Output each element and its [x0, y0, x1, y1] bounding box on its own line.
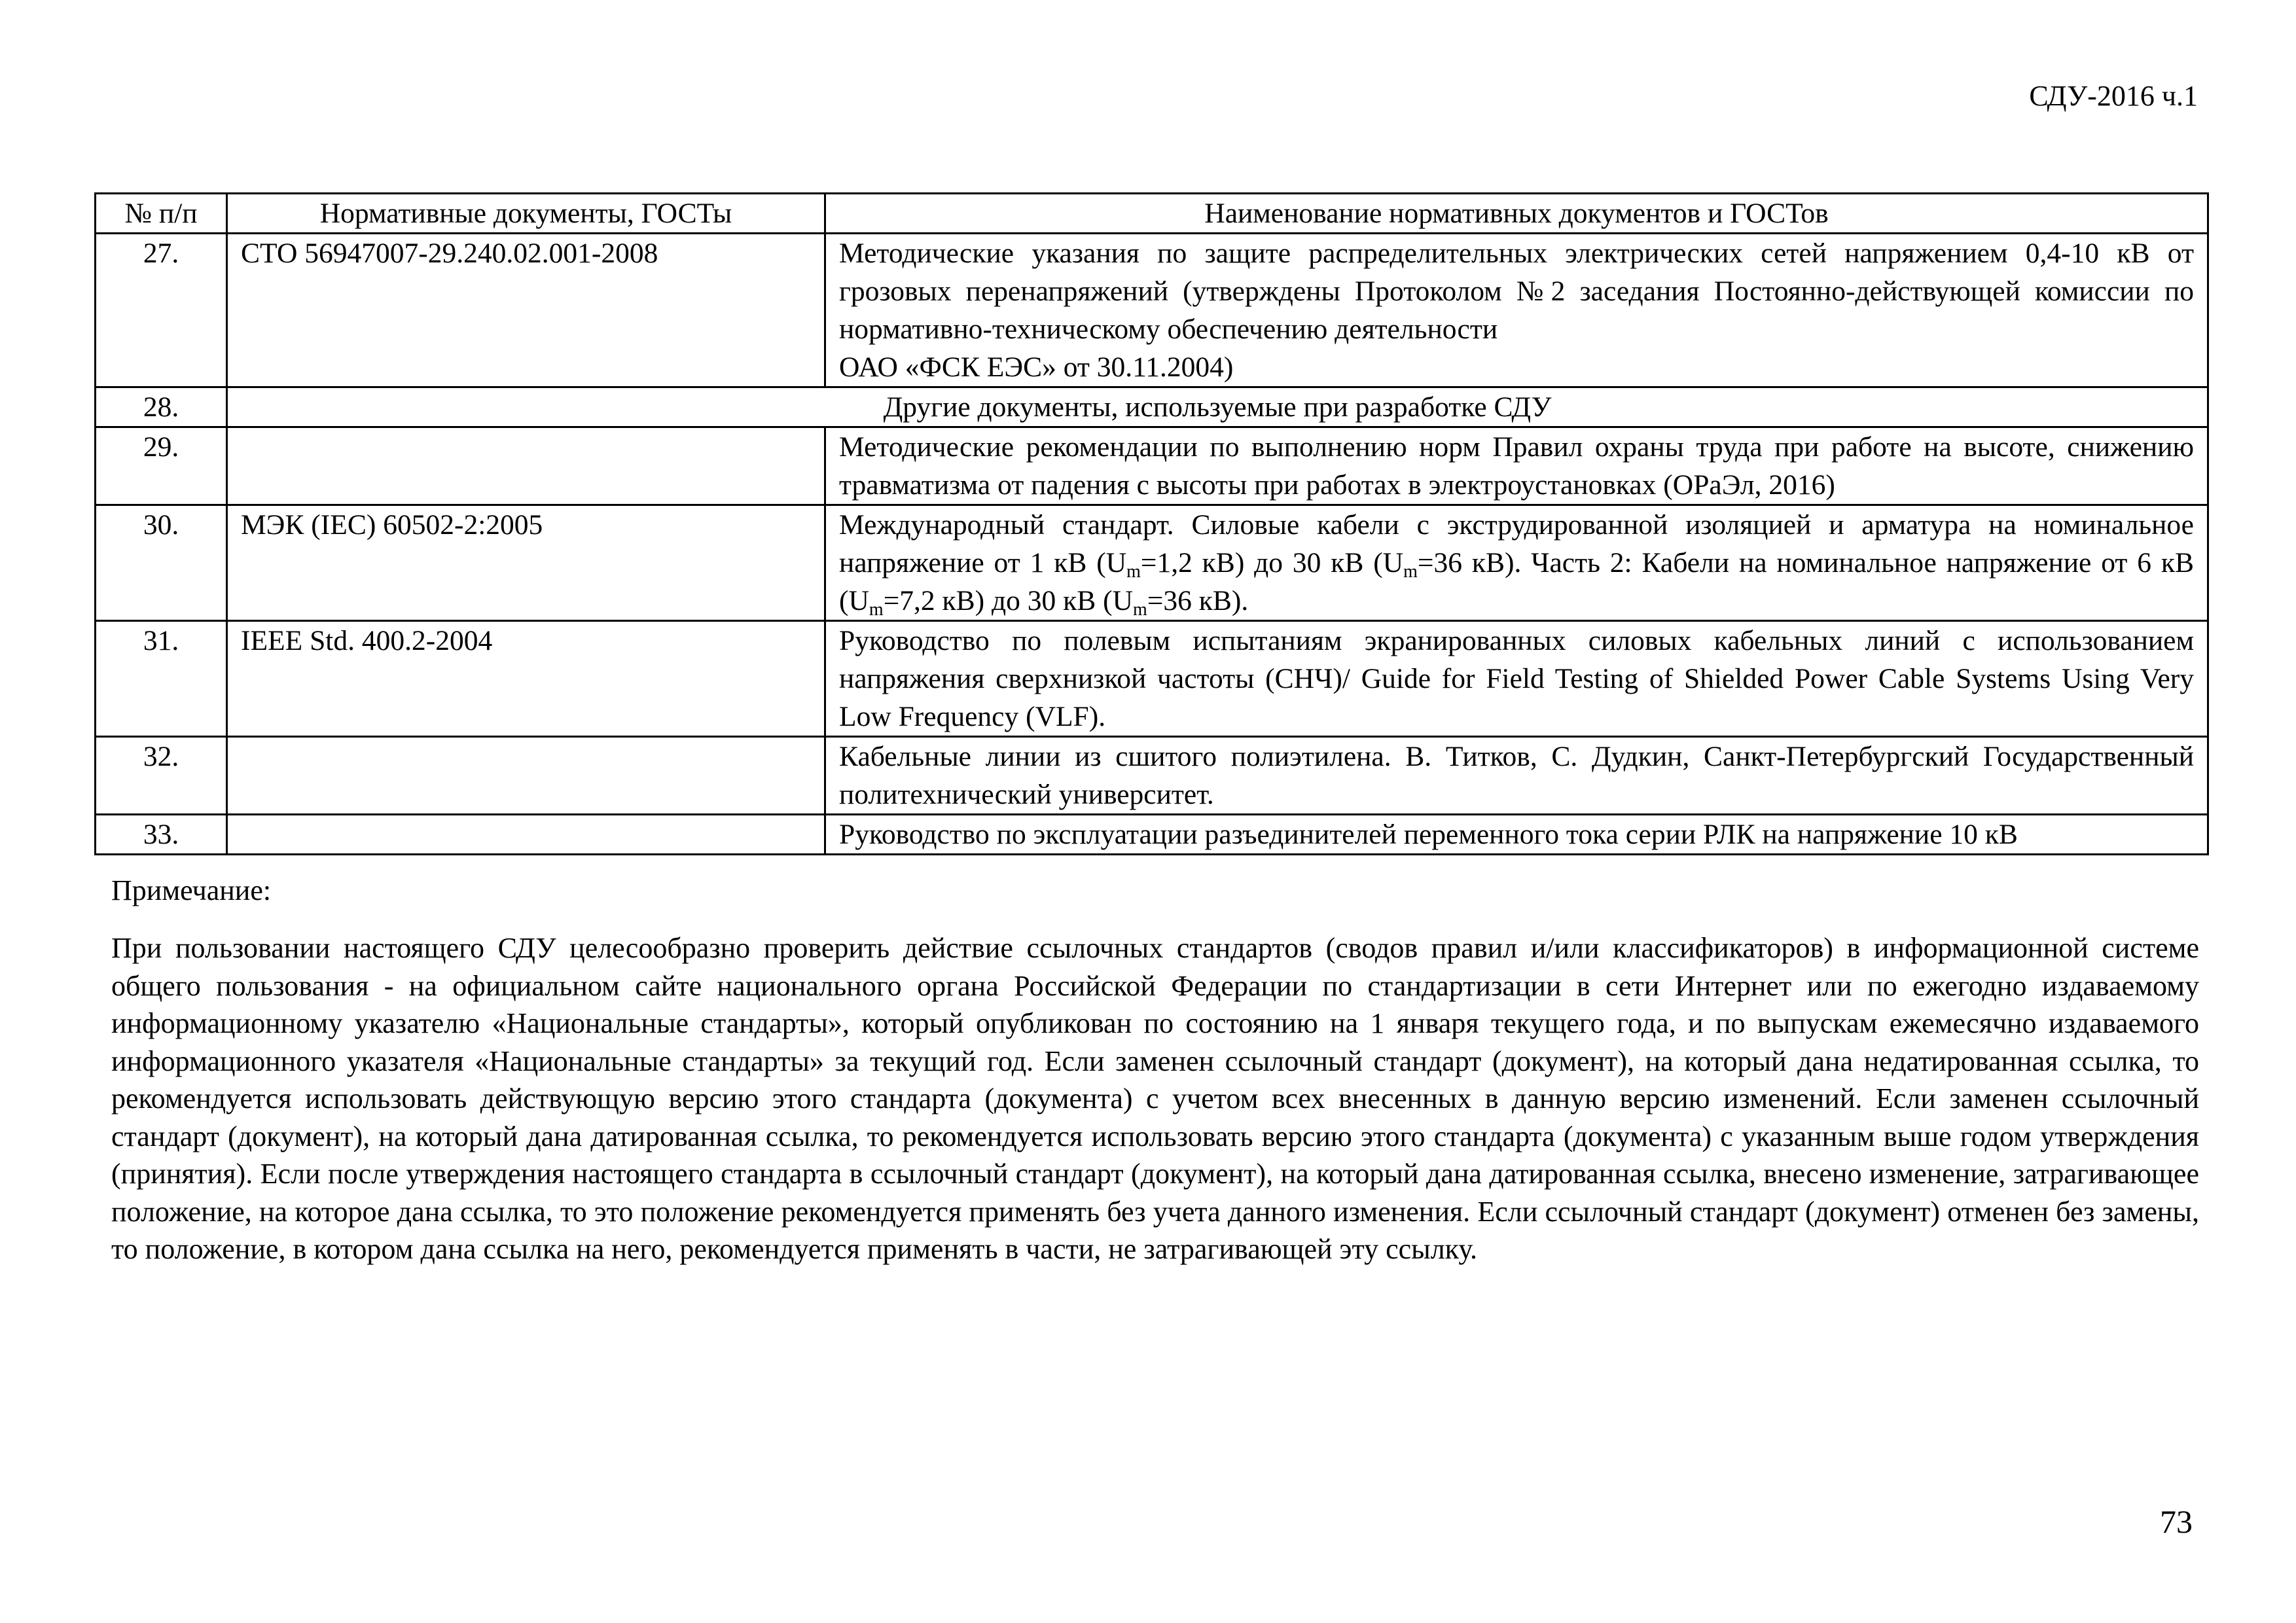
subscript: m [1133, 599, 1147, 620]
document-name-part: =7,2 кВ) до 30 кВ (U [883, 585, 1134, 616]
document-name-part: =36 кВ). [1147, 585, 1249, 616]
document-code [227, 815, 825, 855]
document-name-part: =1,2 кВ) до 30 кВ (U [1140, 547, 1404, 579]
table-section-row [96, 387, 2208, 427]
document-name: Методические рекомендации по выполнению норм Правил охраны труда при работе на высоте, снижению травматизма от падения с высоты при работах в электроустановках (ОРаЭл, 2016) [825, 427, 2208, 505]
table-row [96, 427, 2208, 505]
table-row [96, 815, 2208, 855]
subscript: m [1126, 562, 1141, 582]
document-code [227, 427, 825, 505]
document-name: Руководство по полевым испытаниям экранированных силовых кабельных линий с использованием напряжения сверхнизкой частоты (СНЧ)/ Guide for Field Testing of Shielded Power Cable Systems Using Very Low Frequency (VLF). [825, 621, 2208, 737]
document-name-text-line2: ОАО «ФСК ЕЭС» от 30.11.2004) [839, 351, 1234, 383]
row-number: 32. [96, 737, 227, 815]
document-name [825, 505, 2208, 621]
subscript: m [869, 599, 884, 620]
row-number: 27. [96, 234, 227, 387]
normative-documents-table [94, 192, 2209, 855]
row-number: 31. [96, 621, 227, 737]
note-paragraph: При пользовании настоящего СДУ целесообразно проверить действие ссылочных стандартов (сводов правил и/или классификаторов) в информационной системе общего пользования - на официальном сайте национального органа Российской Федерации по стандартизации в сети Интернет или по ежегодно издаваемому информационному указателю «Национальные стандарты», который опубликован по состоянию на 1 января текущего года, и по выпускам ежемесячно издаваемого информационного указателя «Национальные стандарты» за текущий год. Если заменен ссылочный стандарт (документ), на который дана недатированная ссылка, то рекомендуется использовать действующую версию этого стандарта (документа) с учетом всех внесенных в данную версию изменений. Если заменен ссылочный стандарт (документ), на который дана датированная ссылка, то рекомендуется использовать версию этого стандарта (документа) с указанным выше годом утверждения (принятия). Если после утверждения настоящего стандарта в ссылочный стандарт (документ), на который дана датированная ссылка, внесено изменение, затрагивающее положение, на которое дана ссылка, то это положение рекомендуется применять без учета данного изменения. Если ссылочный стандарт (документ) отменен без замены, то положение, в котором дана ссылка на него, рекомендуется применять в части, не затрагивающей эту ссылку. [111, 932, 2199, 1265]
row-number: 30. [96, 505, 227, 621]
table-row [96, 234, 2208, 387]
table-header-row [96, 194, 2208, 234]
document-name: Руководство по эксплуатации разъединителей переменного тока серии РЛК на напряжение 10 кВ [825, 815, 2208, 855]
row-number: 33. [96, 815, 227, 855]
document-name-part: Международный стандарт. Силовые кабели с экструдированной изоляцией и арматура на номинальное напряжение от 1 кВ (U [839, 509, 2194, 579]
section-heading: Другие документы, используемые при разработке СДУ [227, 387, 2208, 427]
row-number: 29. [96, 427, 227, 505]
document-name [825, 234, 2208, 387]
document-code: СТО 56947007-29.240.02.001-2008 [227, 234, 825, 387]
row-number: 28. [96, 387, 227, 427]
document-code [227, 737, 825, 815]
table-row [96, 621, 2208, 737]
document-code: IEEE Std. 400.2-2004 [227, 621, 825, 737]
column-header-names: Наименование нормативных документов и ГОСТов [825, 194, 2208, 234]
document-name-text: Методические указания по защите распределительных электрических сетей напряжением 0,4-10 кВ от грозовых перенапряжений (утверждены Протоколом №2 заседания Постоянно-действующей комиссии по нормативно-техническому обеспечению деятельности [839, 238, 2194, 345]
table-row [96, 737, 2208, 815]
subscript: m [1403, 562, 1418, 582]
document-code: СДУ-2016 ч.1 [2029, 80, 2198, 112]
column-header-documents: Нормативные документы, ГОСТы [227, 194, 825, 234]
document-code: МЭК (IEC) 60502-2:2005 [227, 505, 825, 621]
document-name: Кабельные линии из сшитого полиэтилена. В. Титков, С. Дудкин, Санкт-Петербургский Государственный политехнический университет. [825, 737, 2208, 815]
document-name-part: =36 кВ). Часть 2: Кабели на номинальное напряжение от 6 кВ (U [839, 547, 2194, 616]
table-row [96, 505, 2208, 621]
page-number: 73 [2160, 1503, 2193, 1540]
column-header-number: № п/п [96, 194, 227, 234]
note-title: Примечание: [111, 874, 272, 906]
